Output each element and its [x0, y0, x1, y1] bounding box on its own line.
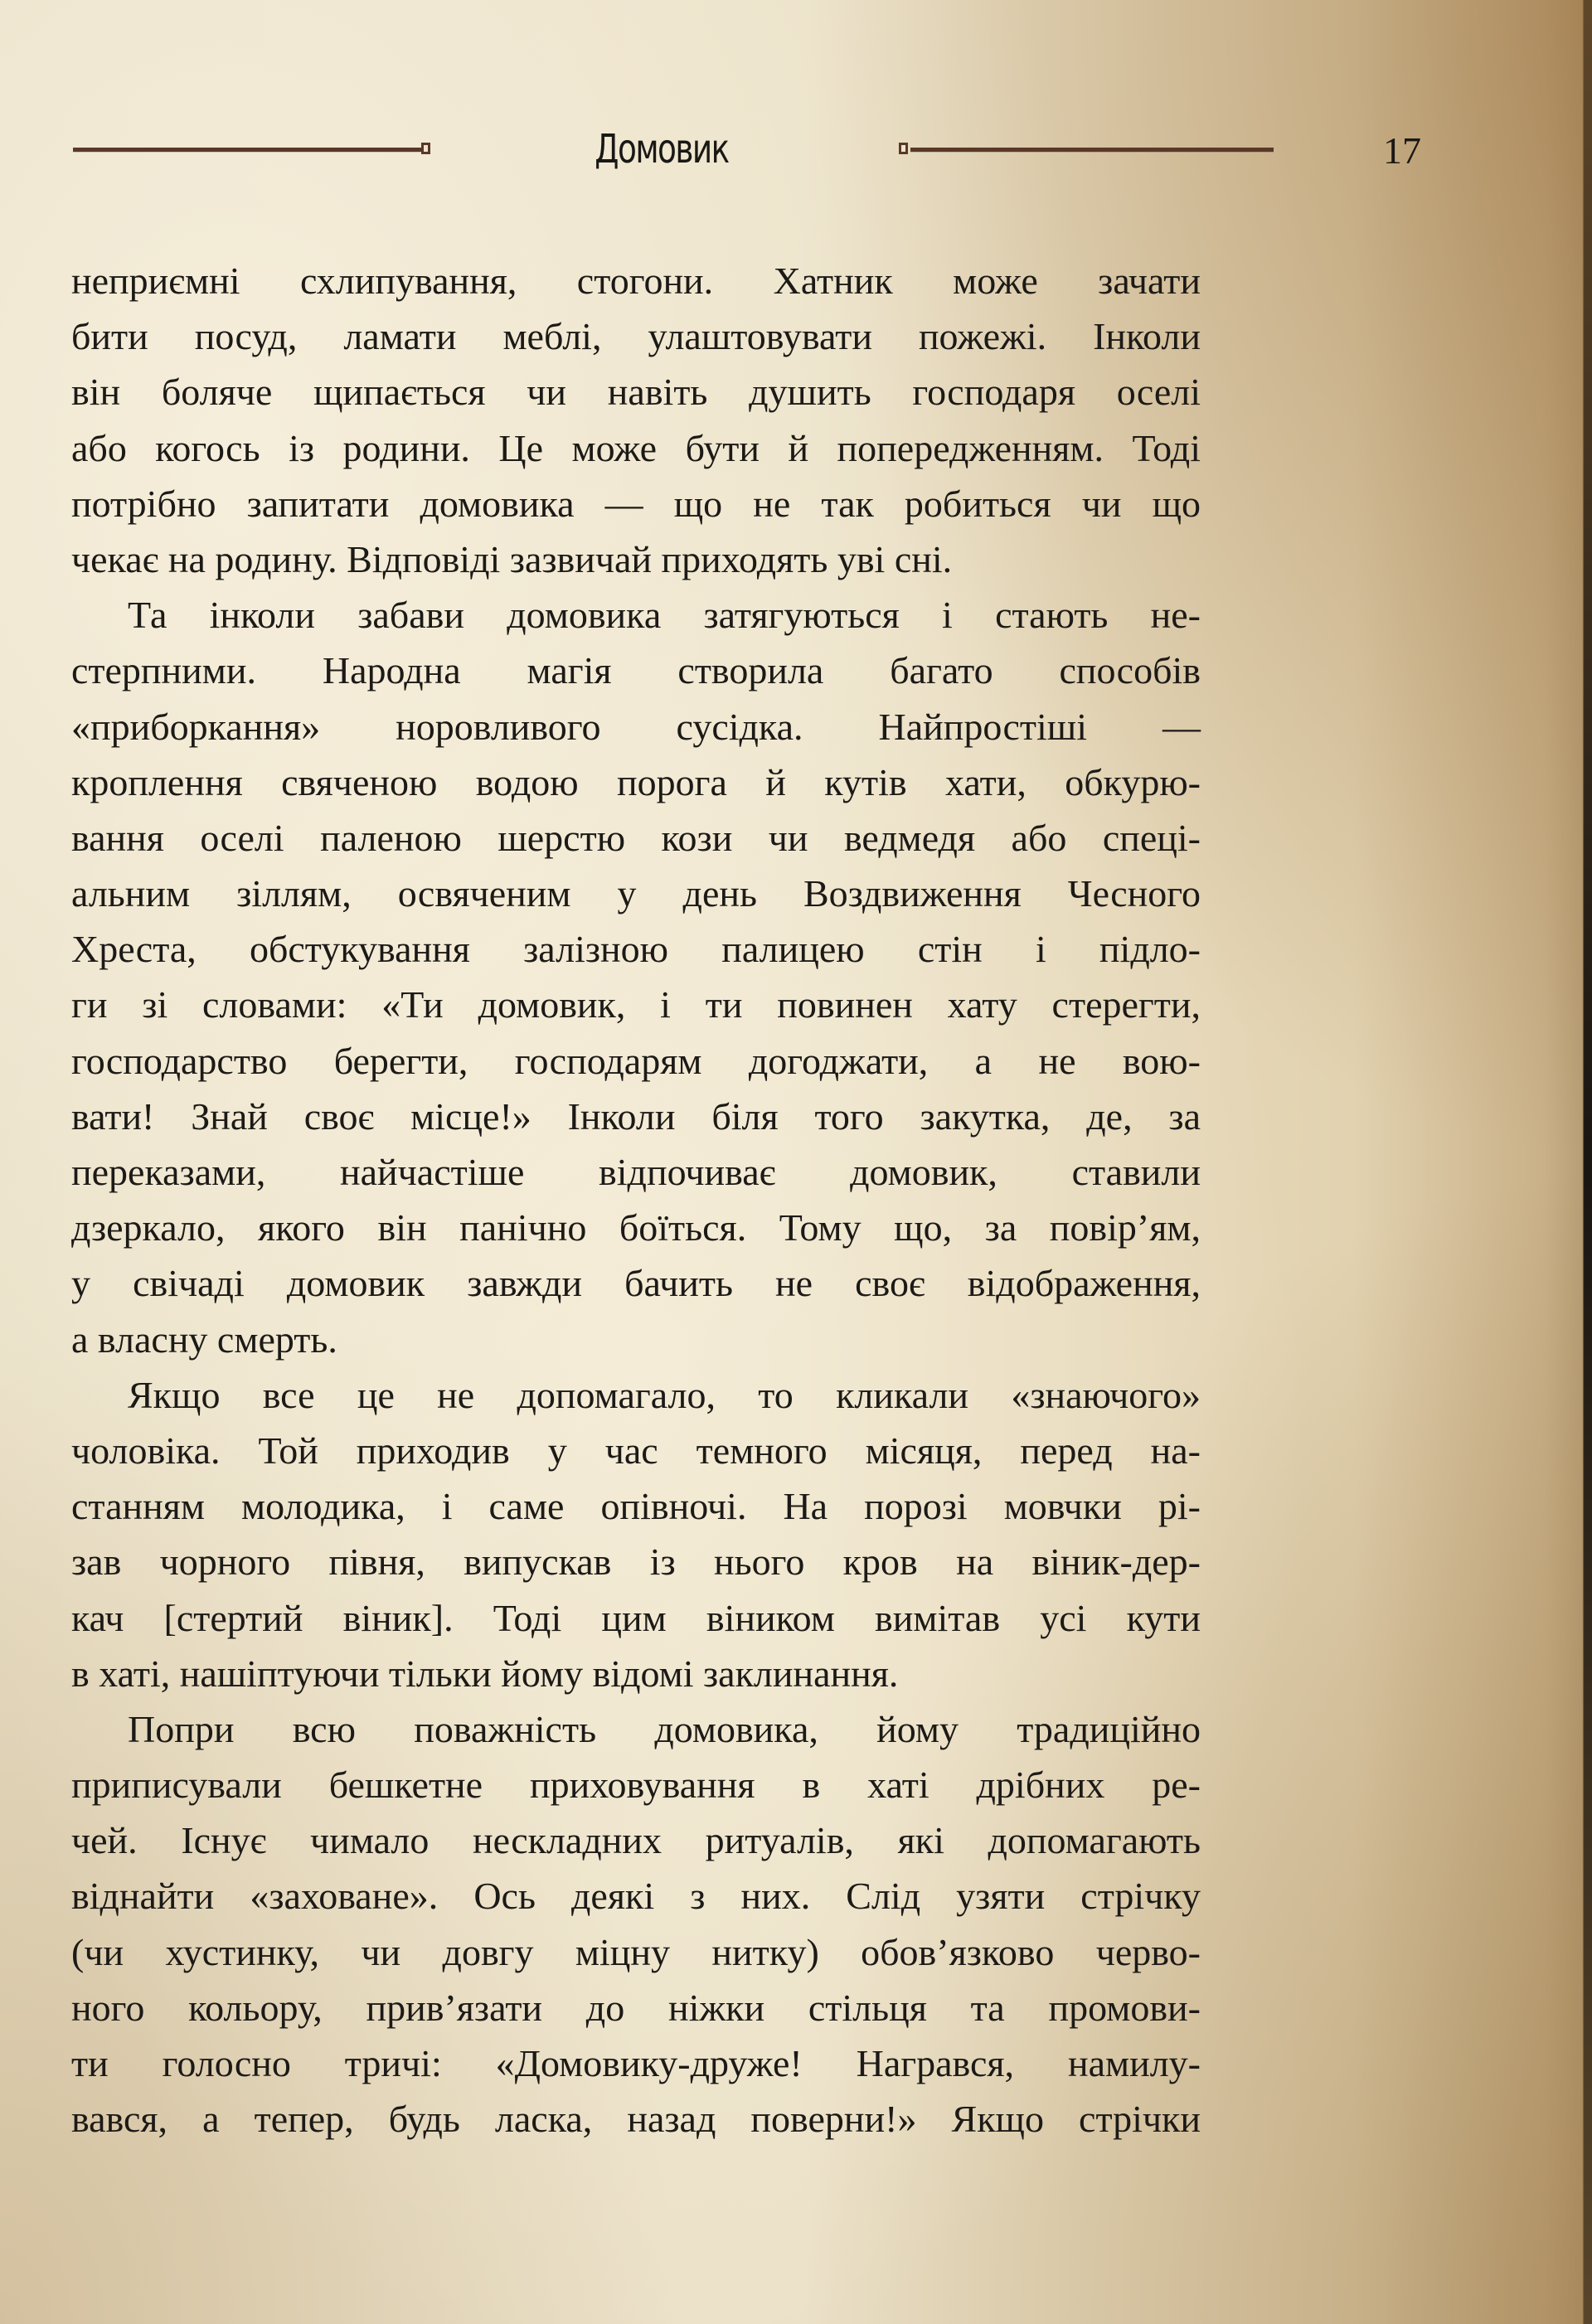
- text-line: чоловіка. Той приходив у час темного місяця, перед на-: [71, 1429, 1201, 1472]
- text-line: дзеркало, якого він панічно боїться. Тому що, за повір’ям,: [71, 1206, 1201, 1249]
- text-line: Якщо все це не допомагало, то кликали «знаючого»: [128, 1373, 1201, 1416]
- text-line: (чи хустинку, чи довгу міцну нитку) обов’язково черво-: [71, 1930, 1201, 1973]
- paragraph: [71, 253, 1201, 587]
- text-line: бити посуд, ламати меблі, улаштовувати пожежі. Інколи: [71, 315, 1201, 358]
- header-rule-right-end-ornament: [899, 143, 908, 154]
- running-title: Домовик: [595, 126, 729, 172]
- text-line: ги зі словами: «Ти домовик, і ти повинен хату стерегти,: [71, 983, 1201, 1026]
- text-line: стерпними. Народна магія створила багато способів: [71, 649, 1201, 692]
- text-line: потрібно запитати домовика — що не так робиться чи що: [71, 482, 1201, 525]
- text-line: чекає на родину. Відповіді зазвичай приходять уві сні.: [71, 537, 953, 580]
- text-line: вався, а тепер, будь ласка, назад поверни!» Якщо стрічки: [71, 2098, 1201, 2141]
- paragraph: [71, 1367, 1201, 1701]
- text-line: ти голосно тричі: «Домовику-друже! Награвся, намилу-: [71, 2042, 1201, 2084]
- text-line: вання оселі паленою шерстю кози чи ведмедя або спеці-: [71, 816, 1201, 859]
- paragraph: [71, 1701, 1201, 2147]
- text-line: Попри всю поважність домовика, йому традиційно: [128, 1707, 1201, 1750]
- text-line: а власну смерть.: [71, 1317, 337, 1361]
- text-line: кроплення свяченою водою порога й кутів хати, обкурю-: [71, 760, 1201, 803]
- text-line: альним зіллям, освяченим у день Воздвиження Чесного: [71, 872, 1201, 915]
- header-rule-left-end-ornament: [421, 143, 430, 154]
- text-line: чей. Існує чимало нескладних ритуалів, які допомагають: [71, 1819, 1201, 1862]
- text-line: або когось із родини. Це може бути й попередженням. Тоді: [71, 426, 1201, 469]
- body-text: [71, 253, 1201, 2147]
- text-line: вати! Знай своє місце!» Інколи біля того закутка, де, за: [71, 1094, 1201, 1138]
- text-line: у свічаді домовик завжди бачить не своє відображення,: [71, 1262, 1201, 1305]
- text-line: він боляче щипається чи навіть душить господаря оселі: [71, 371, 1201, 414]
- text-line: кач [стертий віник]. Тоді цим віником вимітав усі кути: [71, 1596, 1201, 1639]
- header-rule-right: [910, 148, 1274, 152]
- text-line: Та інколи забави домовика затягуються і стають не-: [128, 594, 1201, 637]
- page-number: 17: [1383, 129, 1421, 172]
- text-line: в хаті, нашіптуючи тільки йому відомі заклинання.: [71, 1652, 899, 1695]
- text-line: переказами, найчастіше відпочиває домовик, ставили: [71, 1151, 1201, 1193]
- text-line: зав чорного півня, випускав із нього кров на віник-дер-: [71, 1540, 1201, 1584]
- text-line: приписували бешкетне приховування в хаті дрібних ре-: [71, 1764, 1201, 1807]
- text-line: станням молодика, і саме опівночі. На порозі мовчки рі-: [71, 1485, 1201, 1528]
- text-line: ного кольору, прив’язати до ніжки стільця та промови-: [71, 1986, 1201, 2029]
- header-rule-left: [73, 148, 421, 152]
- text-line: Хреста, обстукування залізною палицею стін і підло-: [71, 928, 1201, 971]
- text-line: господарство берегти, господарям догоджати, а не вою-: [71, 1039, 1201, 1082]
- paragraph: [71, 587, 1201, 1367]
- text-line: «приборкання» норовливого сусідка. Найпростіші —: [71, 705, 1201, 748]
- text-line: неприємні схлипування, стогони. Хатник може зачати: [71, 260, 1201, 302]
- running-header: [73, 126, 1541, 191]
- text-line: віднайти «заховане». Ось деякі з них. Слід узяти стрічку: [71, 1875, 1201, 1918]
